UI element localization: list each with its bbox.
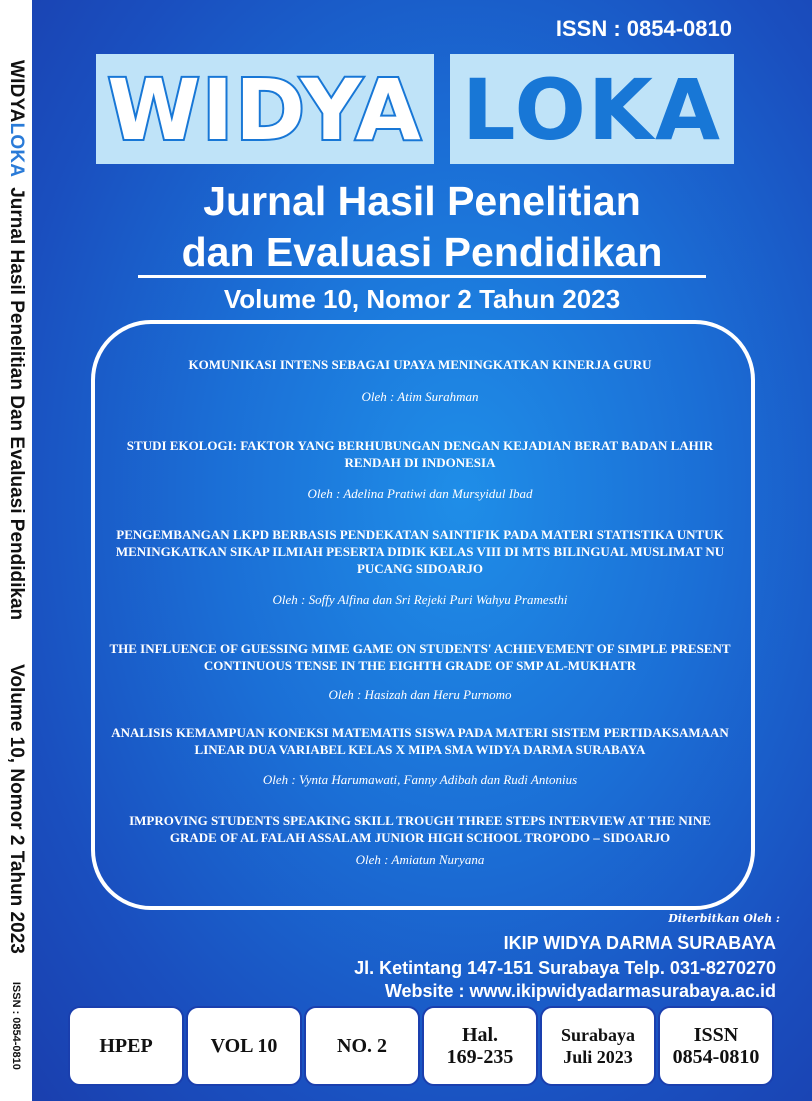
- spine-issn: ISSN : 0854-0810: [10, 981, 22, 1070]
- article-title-6: IMPROVING STUDENTS SPEAKING SKILL TROUGH THREE STEPS INTERVIEW AT THE NINE GRADE OF AL FALAH ASSALAM JUNIOR HIGH SCHOOL TROPODO – SIDOARJO: [129, 813, 711, 845]
- article-author-1: Oleh : Atim Surahman: [361, 389, 479, 404]
- info-box-pages: [422, 1006, 538, 1086]
- article-author-3: Oleh : Soffy Alfina dan Sri Rejeki Puri Wahyu Pramesthi: [272, 592, 568, 607]
- info-volume-text: VOL 10: [210, 1035, 278, 1057]
- spine-title: [5, 60, 27, 177]
- spine-title-widya: WIDYA: [6, 60, 27, 123]
- info-box-journal: [68, 1006, 184, 1086]
- issn-label: ISSN : 0854-0810: [555, 16, 732, 41]
- journal-title-line2: dan Evaluasi Pendidikan: [181, 229, 663, 275]
- article-title-2: STUDI EKOLOGI: FAKTOR YANG BERHUBUNGAN DENGAN KEJADIAN BERAT BADAN LAHIR RENDAH DI INDONESIA: [126, 438, 714, 470]
- info-pages-label: Hal.: [461, 1024, 499, 1046]
- article-title-3: PENGEMBANGAN LKPD BERBASIS PENDEKATAN SAINTIFIK PADA MATERI STATISTIKA UNTUK MENINGKATKAN SIKAP ILMIAH PESERTA DIDIK KELAS VIII DI MTS BILINGUAL MUSLIMAT NU PUCANG SIDOARJO: [115, 527, 725, 576]
- article-title-5: ANALISIS KEMAMPUAN KONEKSI MATEMATIS SISWA PADA MATERI SISTEM PERTIDAKSAMAAN LINEAR DUA VARIABEL KELAS X MIPA SMA WIDYA DARMA SURABAYA: [111, 725, 729, 757]
- publisher-name: IKIP WIDYA DARMA SURABAYA: [503, 933, 776, 953]
- article-author-5: Oleh : Vynta Harumawati, Fanny Adibah dan Rudi Antonius: [262, 772, 578, 787]
- publisher-address: Jl. Ketintang 147-151 Surabaya Telp. 031-8270270: [354, 958, 776, 978]
- info-place: Surabaya: [560, 1025, 636, 1045]
- title-underline: [138, 275, 706, 278]
- volume-line: Volume 10, Nomor 2 Tahun 2023: [223, 284, 621, 314]
- info-issn-label: ISSN: [693, 1024, 739, 1046]
- spine-subtitle: Jurnal Hasil Penelitian Dan Evaluasi Pendidikan: [6, 187, 27, 621]
- info-journal-text: HPEP: [99, 1035, 153, 1057]
- article-author-2: Oleh : Adelina Pratiwi dan Mursyidul Ibad: [307, 486, 533, 501]
- article-title-1: KOMUNIKASI INTENS SEBAGAI UPAYA MENINGKATKAN KINERJA GURU: [188, 357, 652, 372]
- info-box-place-date: [540, 1006, 656, 1086]
- info-issn-number: 0854-0810: [672, 1046, 760, 1068]
- logo-widya-text: WIDYA: [107, 61, 423, 159]
- logo-loka-text: LOKA: [461, 61, 723, 159]
- info-box-issn: [658, 1006, 774, 1086]
- info-box-number: [304, 1006, 420, 1086]
- article-author-4: Oleh : Hasizah dan Heru Purnomo: [328, 687, 512, 702]
- info-pages-range: 169-235: [446, 1046, 514, 1068]
- spine-title-loka: LOKA: [6, 122, 27, 178]
- article-author-6: Oleh : Amiatun Nuryana: [355, 852, 485, 867]
- article-title-4: THE INFLUENCE OF GUESSING MIME GAME ON STUDENTS' ACHIEVEMENT OF SIMPLE PRESENT CONTINUOUS TENSE IN THE EIGHTH GRADE OF SMP AL-MUKHATR: [109, 641, 731, 673]
- publisher-website: Website : www.ikipwidyadarmasurabaya.ac.id: [384, 981, 776, 1001]
- info-date: Juli 2023: [563, 1047, 633, 1067]
- spine-text: [4, 60, 28, 1090]
- info-box-volume: [186, 1006, 302, 1086]
- journal-title-line1: Jurnal Hasil Penelitian: [203, 178, 641, 224]
- spine-volume: Volume 10, Nomor 2 Tahun 2023: [6, 664, 27, 954]
- info-number-text: NO. 2: [337, 1035, 387, 1057]
- spine: [0, 0, 32, 1101]
- publisher-label: Diterbitkan Oleh :: [668, 912, 780, 925]
